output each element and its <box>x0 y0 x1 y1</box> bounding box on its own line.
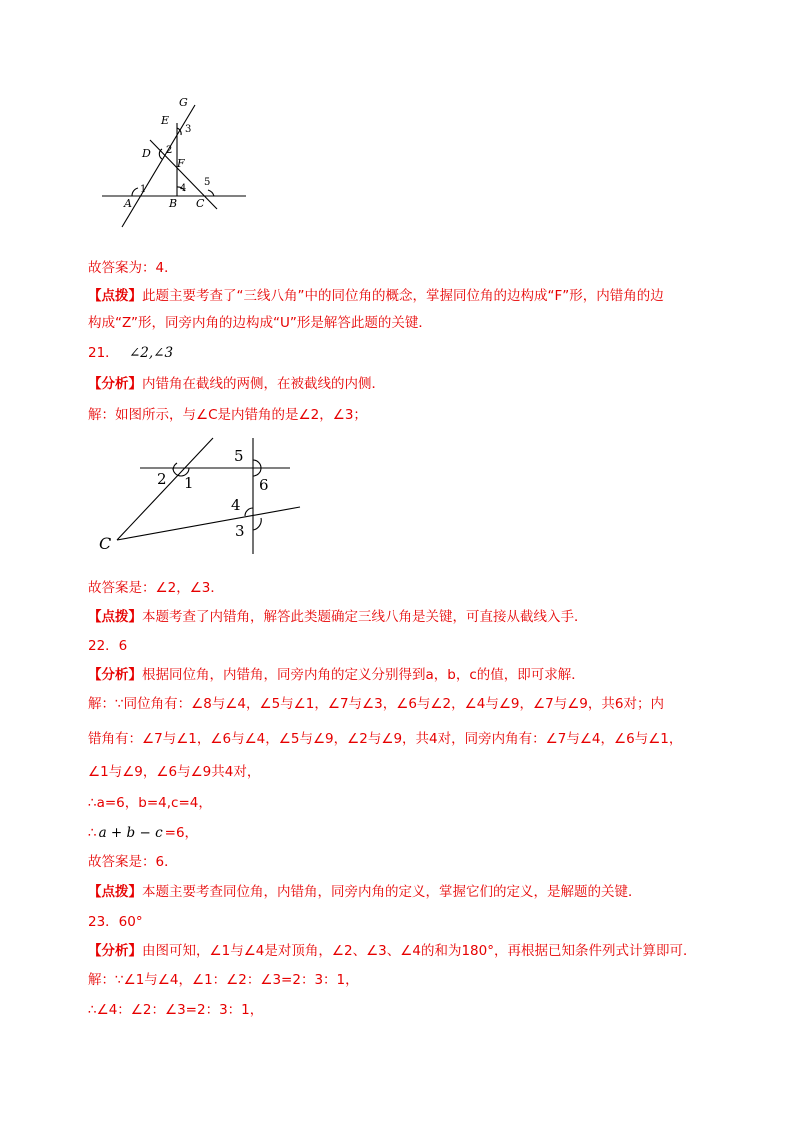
fig2-angle-6: 6 <box>259 476 269 494</box>
q20-dianbo-cont: 构成“Z”形，同旁内角的边构成“U”形是解答此题的关键． <box>88 315 432 331</box>
fig2-diagonal-line <box>117 438 213 540</box>
fig2-angle-2: 2 <box>157 470 167 488</box>
fig2-arc-4 <box>245 508 253 516</box>
fig1-label-f: F <box>177 157 185 170</box>
q20-answer: 故答案为：4． <box>88 260 178 276</box>
q22-header: 22．6 <box>88 638 128 654</box>
q21-answer-math: ∠2,∠3 <box>128 345 174 361</box>
fig2-label-c: C <box>99 534 112 553</box>
q21-answer: 故答案是：∠2，∠3． <box>88 580 224 596</box>
q22-solution-2: 错角有：∠7与∠1，∠6与∠4，∠5与∠9，∠2与∠9，共4对，同旁内角有：∠7与∠4，∠6与∠1， <box>88 731 683 747</box>
fig1-label-c: C <box>196 197 205 210</box>
q23-header: 23．60° <box>88 914 143 930</box>
fig1-arc-5 <box>208 190 214 196</box>
fig2-arc-6 <box>253 468 261 476</box>
fig2-angle-1: 1 <box>184 474 194 492</box>
fig1-angle-5: 5 <box>204 177 211 188</box>
q23-solution: 解：∵∠1与∠4，∠1：∠2：∠3=2：3：1， <box>88 972 359 988</box>
q21-solution: 解：如图所示，与∠C是内错角的是∠2，∠3； <box>88 407 367 423</box>
q22-fenxi: 【分析】根据同位角，内错角，同旁内角的定义分别得到a，b，c的值，即可求解． <box>88 667 585 683</box>
q21-dianbo: 【点拨】本题考查了内错角，解答此类题确定三线八角是关键，可直接从截线入手． <box>88 609 588 625</box>
geometry-figure-2 <box>95 436 305 556</box>
fig2-angle-5: 5 <box>234 447 244 465</box>
fig1-label-d: D <box>142 147 151 160</box>
q22-therefore-1: ∴a=6，b=4,c=4， <box>88 795 212 811</box>
q22-dianbo: 【点拨】本题主要考查同位角，内错角，同旁内角的定义，掌握它们的定义，是解题的关键． <box>88 884 642 900</box>
geometry-figure-1 <box>100 95 250 240</box>
fig1-label-b: B <box>169 197 178 210</box>
fig1-label-g: G <box>179 96 188 109</box>
fig2-angle-4: 4 <box>231 496 241 514</box>
fig2-arc-2 <box>173 463 177 470</box>
fig2-arc-3 <box>253 518 261 530</box>
fig1-arc-1 <box>132 188 138 196</box>
q21-fenxi: 【分析】内错角在截线的两侧，在被截线的内侧． <box>88 376 385 392</box>
q22-therefore-2: ∴ a + b − c =6， <box>88 825 199 841</box>
fig1-label-a: A <box>124 197 132 210</box>
fig1-angle-3: 3 <box>185 124 192 135</box>
fig1-angle-1: 1 <box>140 184 147 195</box>
q20-dianbo: 【点拨】此题主要考查了“三线八角”中的同位角的概念，掌握同位角的边构成“F”形，内错角的边 <box>88 288 664 304</box>
fig1-angle-4: 4 <box>180 183 187 194</box>
q23-therefore: ∴∠4：∠2：∠3=2：3：1， <box>88 1002 264 1018</box>
q22-answer: 故答案是：6． <box>88 854 178 870</box>
q22-expression: a + b − c <box>98 825 163 841</box>
q22-solution-3: ∠1与∠9，∠6与∠9共4对， <box>88 764 261 780</box>
fig1-angle-2: 2 <box>166 145 173 156</box>
q21-header: 21． ∠2,∠3 <box>88 345 174 361</box>
fig2-angle-3: 3 <box>235 522 245 540</box>
q22-solution-1: 解：∵同位角有：∠8与∠4，∠5与∠1，∠7与∠3，∠6与∠2，∠4与∠9，∠7与∠9，共6对；内 <box>88 696 664 712</box>
fig2-bottom-line <box>117 507 300 540</box>
q23-fenxi: 【分析】由图可知，∠1与∠4是对顶角，∠2、∠3、∠4的和为180°，再根据已知条件列式计算即可． <box>88 943 697 959</box>
fig1-label-e: E <box>161 114 170 127</box>
fig2-arc-5 <box>253 460 261 468</box>
